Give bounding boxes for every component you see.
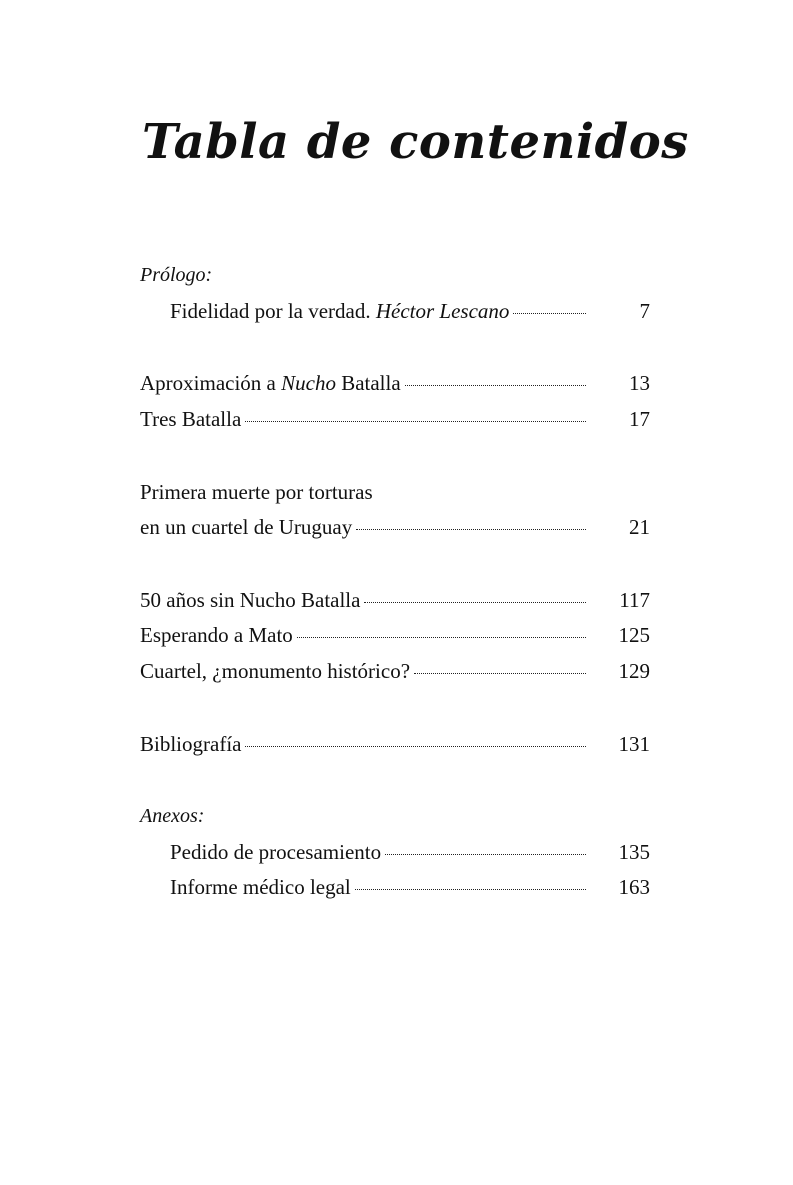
toc-entry-esperando[interactable]	[140, 620, 650, 650]
toc-entry-title: Fidelidad por la verdad. Héctor Lescano	[170, 299, 510, 323]
page-number: 17	[629, 407, 650, 431]
toc-entry-title: Primera muerte por torturas	[140, 480, 373, 504]
dot-leader	[355, 889, 586, 890]
toc-entry-informe[interactable]	[140, 872, 650, 902]
dot-leader	[364, 602, 586, 603]
toc-entry-title: Esperando a Mato	[140, 623, 293, 647]
page-number: 163	[618, 875, 650, 899]
toc-entry-aproximacion[interactable]	[140, 368, 650, 398]
page-number: 131	[618, 732, 650, 756]
page-number: 125	[618, 623, 650, 647]
page-number: 13	[629, 371, 650, 395]
toc-entry-cuartel[interactable]	[140, 656, 650, 686]
section-label-anexos: Anexos:	[140, 805, 205, 827]
toc-entry-title: 50 años sin Nucho Batalla	[140, 588, 361, 612]
toc-entry-bibliografia[interactable]	[140, 729, 650, 759]
toc-entry-title: Bibliografía	[140, 732, 242, 756]
toc-entry-title: Informe médico legal	[170, 875, 351, 899]
section-label-prologo: Prólogo:	[140, 264, 213, 286]
table-of-contents	[140, 0, 650, 1185]
dot-leader	[356, 529, 586, 530]
toc-entry-cincuenta-anos[interactable]	[140, 585, 650, 615]
toc-entry-title: en un cuartel de Uruguay	[140, 515, 353, 539]
toc-entry-title: Aproximación a Nucho Batalla	[140, 371, 401, 395]
page-number: 7	[639, 299, 650, 323]
page-number: 135	[618, 840, 650, 864]
toc-entry-prologo[interactable]	[140, 296, 650, 326]
dot-leader	[245, 421, 586, 422]
page-number: 117	[619, 588, 650, 612]
toc-entry-title: Pedido de procesamiento	[170, 840, 382, 864]
page-number: 129	[618, 659, 650, 683]
dot-leader	[414, 673, 586, 674]
dot-leader	[385, 854, 586, 855]
dot-leader	[245, 746, 586, 747]
dot-leader	[513, 313, 586, 314]
toc-entry-title: Cuartel, ¿monumento histórico?	[140, 659, 411, 683]
toc-entry-title: Tres Batalla	[140, 407, 242, 431]
dot-leader	[297, 637, 586, 638]
page-number: 21	[629, 515, 650, 539]
page-title: Tabla de contenidos	[142, 114, 689, 170]
toc-entry-pedido[interactable]	[140, 837, 650, 867]
toc-entry-primera-line1[interactable]	[140, 477, 650, 507]
toc-entry-tres-batalla[interactable]	[140, 404, 650, 434]
toc-entry-primera[interactable]	[140, 512, 650, 542]
dot-leader	[405, 385, 586, 386]
